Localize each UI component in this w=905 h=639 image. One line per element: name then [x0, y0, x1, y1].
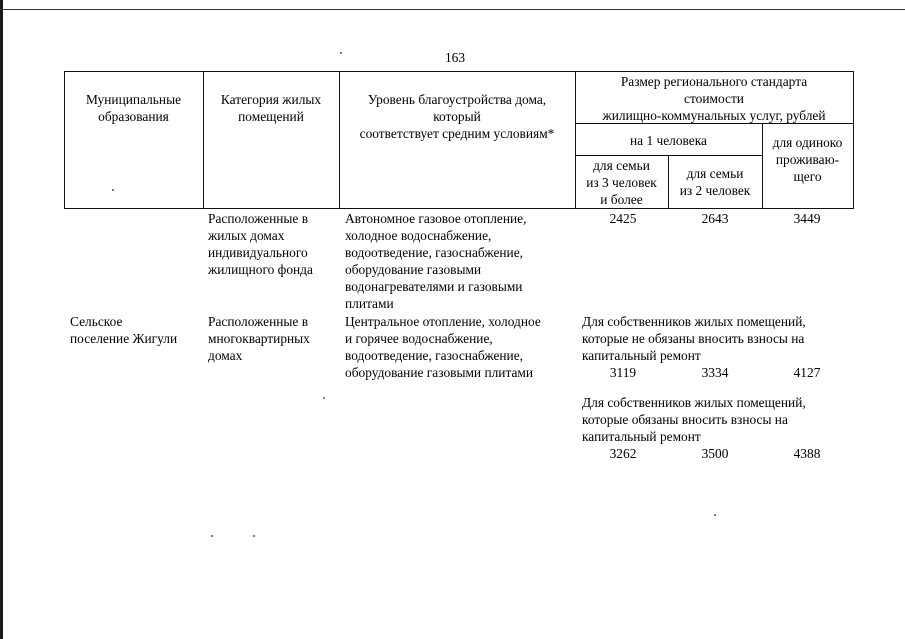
row1-value-single: 3449	[793, 211, 821, 226]
row2-municipality: Сельское поселение Жигули	[70, 314, 178, 346]
row2-note-a: Для собственников жилых помещений, которые не обязаны вносить взносы на капитальный ремонт	[582, 314, 806, 363]
scan-speck	[340, 52, 342, 54]
row2a-value-single: 4127	[793, 365, 821, 380]
header-municipality: Муниципальные образования	[85, 92, 182, 124]
scan-speck	[323, 397, 325, 399]
page-number: 163	[444, 50, 466, 65]
scan-speck	[112, 189, 114, 191]
scan-left-edge	[0, 0, 3, 639]
header-category: Категория жилых помещений	[220, 92, 322, 124]
row2a-value-family2: 3334	[701, 365, 729, 380]
header-per-person: на 1 человека	[630, 133, 707, 148]
scan-top-edge	[0, 9, 905, 10]
header-single: для одиноко проживаю- щего	[772, 135, 843, 184]
row2b-value-family2: 3500	[701, 446, 729, 461]
scan-speck	[211, 535, 213, 537]
header-level: Уровень благоустройства дома, который соответствует средним условиям*	[359, 92, 555, 141]
header-family3: для семьи из 3 человек и более	[586, 158, 657, 207]
row2-category: Расположенные в многоквартирных домах	[208, 314, 310, 363]
row1-value-family2: 2643	[701, 211, 729, 226]
row2b-value-family3: 3262	[609, 446, 637, 461]
row2b-value-single: 4388	[793, 446, 821, 461]
scan-speck	[714, 514, 716, 516]
row2-note-b: Для собственников жилых помещений, которые обязаны вносить взносы на капитальный ремонт	[582, 395, 806, 444]
row1-level: Автономное газовое отопление, холодное водоснабжение, водоотведение, газоснабжение, оборудование газовыми водонагревателями и газовыми плитами	[345, 211, 527, 311]
header-family2: для семьи из 2 человек	[679, 166, 751, 198]
row2-level: Центральное отопление, холодное и горячее водоснабжение, водоотведение, газоснабжение, оборудование газовыми плитами	[345, 314, 541, 380]
scan-speck	[253, 535, 255, 537]
row2a-value-family3: 3119	[609, 365, 637, 380]
header-size-title: Размер регионального стандарта стоимости жилищно-коммунальных услуг, рублей	[602, 74, 826, 123]
row1-category: Расположенные в жилых домах индивидуального жилищного фонда	[208, 211, 313, 277]
row1-value-family3: 2425	[609, 211, 637, 226]
